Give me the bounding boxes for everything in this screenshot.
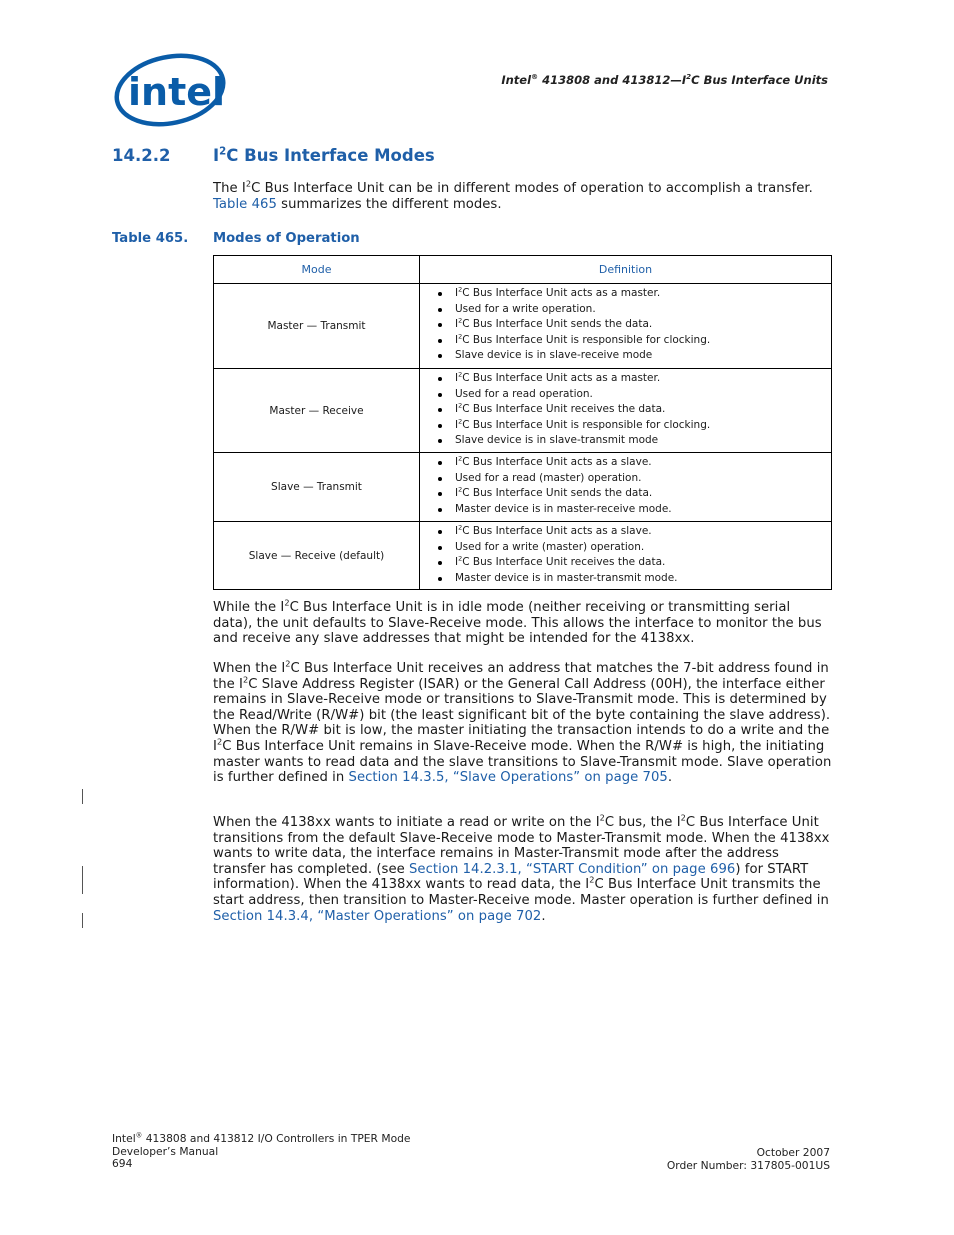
list-item: Used for a read operation. — [434, 387, 831, 403]
mode-cell: Master — Transmit — [214, 284, 420, 369]
slave-operations-link[interactable]: Section 14.3.5, “Slave Operations” on page 705 — [348, 770, 668, 786]
list-item: Used for a read (master) operation. — [434, 471, 831, 487]
logo-wordmark: intel — [128, 70, 226, 114]
header-definition: Definition — [420, 256, 832, 284]
footer-doc-title: Intel® 413808 and 413812 I/O Controllers in TPER Mode — [112, 1131, 411, 1145]
master-mode-paragraph: When the 4138xx wants to initiate a read or write on the $I^2C$ bus, the $I^2C$ Bus Interface Unit transitions from the default Slave-Receive mode to Master-Transmit mode. When the 4138xx wants to write data, the interface remains in Master-Transmit mode after the address transfer has completed. (see Section 14.2.3.1, “START Condition” on page 696) for START information). When the 4138xx wants to read data, the $I^2C$ Bus Interface Unit transmits the start address, then transition to Master-Receive mode. Master operation is further defined in Section 14.3.4, “Master Operations” on page 702. — [213, 812, 830, 924]
table-row — [214, 369, 832, 453]
footer-date: October 2007 — [756, 1146, 830, 1159]
mode-cell: Slave — Transmit — [214, 453, 420, 522]
list-item: $I^2C$ Bus Interface Unit acts as a slave. — [434, 455, 831, 471]
list-item: Used for a write operation. — [434, 302, 831, 318]
list-item: $I^2C$ Bus Interface Unit acts as a slave. — [434, 524, 831, 540]
table-caption: Table 465. Modes of Operation — [112, 231, 360, 246]
footer-right — [667, 1147, 830, 1172]
table-465-link[interactable]: Table 465 — [213, 196, 277, 212]
list-item: $I^2C$ Bus Interface Unit receives the data. — [434, 555, 831, 571]
section-number: 14.2.2 — [112, 146, 171, 165]
list-item: $I^2C$ Bus Interface Unit acts as a master. — [434, 371, 831, 387]
table-header-row — [214, 256, 832, 284]
header-mode: Mode — [214, 256, 420, 284]
intro-paragraph: The $I^2C$ Bus Interface Unit can be in different modes of operation to accomplish a transfer. Table 465 summarizes the different modes. — [213, 178, 813, 212]
master-operations-link[interactable]: Section 14.3.4, “Master Operations” on page 702 — [213, 908, 542, 924]
idle-mode-paragraph: While the $I^2C$ Bus Interface Unit is in idle mode (neither receiving or transmitting serial data), the unit defaults to Slave-Receive mode. This allows the interface to monitor the bus and receive any slave addresses that might be intended for the 4138xx. — [213, 597, 822, 647]
list-item: Master device is in master-receive mode. — [434, 502, 831, 518]
change-bar — [82, 913, 83, 928]
change-bar — [82, 789, 83, 804]
table-row — [214, 522, 832, 590]
change-bar — [82, 866, 83, 894]
list-item: $I^2C$ Bus Interface Unit sends the data. — [434, 317, 831, 333]
definition-cell — [420, 522, 832, 590]
footer-order-number: Order Number: 317805-001US — [666, 1158, 830, 1172]
list-item: Used for a write (master) operation. — [434, 540, 831, 556]
footer-left — [112, 1133, 411, 1171]
list-item: $I^2C$ Bus Interface Unit sends the data. — [434, 486, 831, 502]
table-row — [214, 284, 832, 369]
address-match-paragraph: When the $I^2C$ Bus Interface Unit receives an address that matches the 7-bit address found in the $I^2C$ Slave Address Register (ISAR) or the General Call Address (00H), the interface either remains in Slave-Receive mode or transitions to Slave-Transmit mode. This is determined by the Read/Write (R/W#) bit (the least significant bit of the byte containing the slave address). When the R/W# bit is low, the master initiating the transaction intends to do a write and the $I^2C$ Bus Interface Unit remains in Slave-Receive mode. When the R/W# is high, the initiating master wants to read data and the slave transitions to Slave-Transmit mode. Slave operation is further defined in Section 14.3.5, “Slave Operations” on page 705. — [213, 658, 832, 786]
definition-cell — [420, 369, 832, 453]
modes-table — [213, 255, 832, 590]
mode-cell: Slave — Receive (default) — [214, 522, 420, 590]
definition-cell — [420, 453, 832, 522]
intel-logo — [110, 50, 228, 130]
list-item: $I^2C$ Bus Interface Unit acts as a master. — [434, 286, 831, 302]
page-number: 694 — [112, 1157, 133, 1170]
section-heading: 14.2.2 $I^2C$ Bus Interface Modes — [112, 146, 435, 165]
list-item: $I^2C$ Bus Interface Unit is responsible for clocking. — [434, 333, 831, 349]
list-item: $I^2C$ Bus Interface Unit is responsible for clocking. — [434, 418, 831, 434]
definition-cell — [420, 284, 832, 369]
list-item: Slave device is in slave-receive mode — [434, 348, 831, 364]
mode-cell: Master — Receive — [214, 369, 420, 453]
running-header: Intel® 413808 and $413812—I^2C$ Bus Interface Units — [501, 72, 828, 87]
list-item: Slave device is in slave-transmit mode — [434, 433, 831, 449]
start-condition-link[interactable]: Section 14.2.3.1, “START Condition” on page 696 — [409, 861, 736, 877]
footer-doc-type: Developer’s Manual — [112, 1144, 219, 1158]
list-item: $I^2C$ Bus Interface Unit receives the data. — [434, 402, 831, 418]
table-row — [214, 453, 832, 522]
list-item: Master device is in master-transmit mode. — [434, 571, 831, 587]
